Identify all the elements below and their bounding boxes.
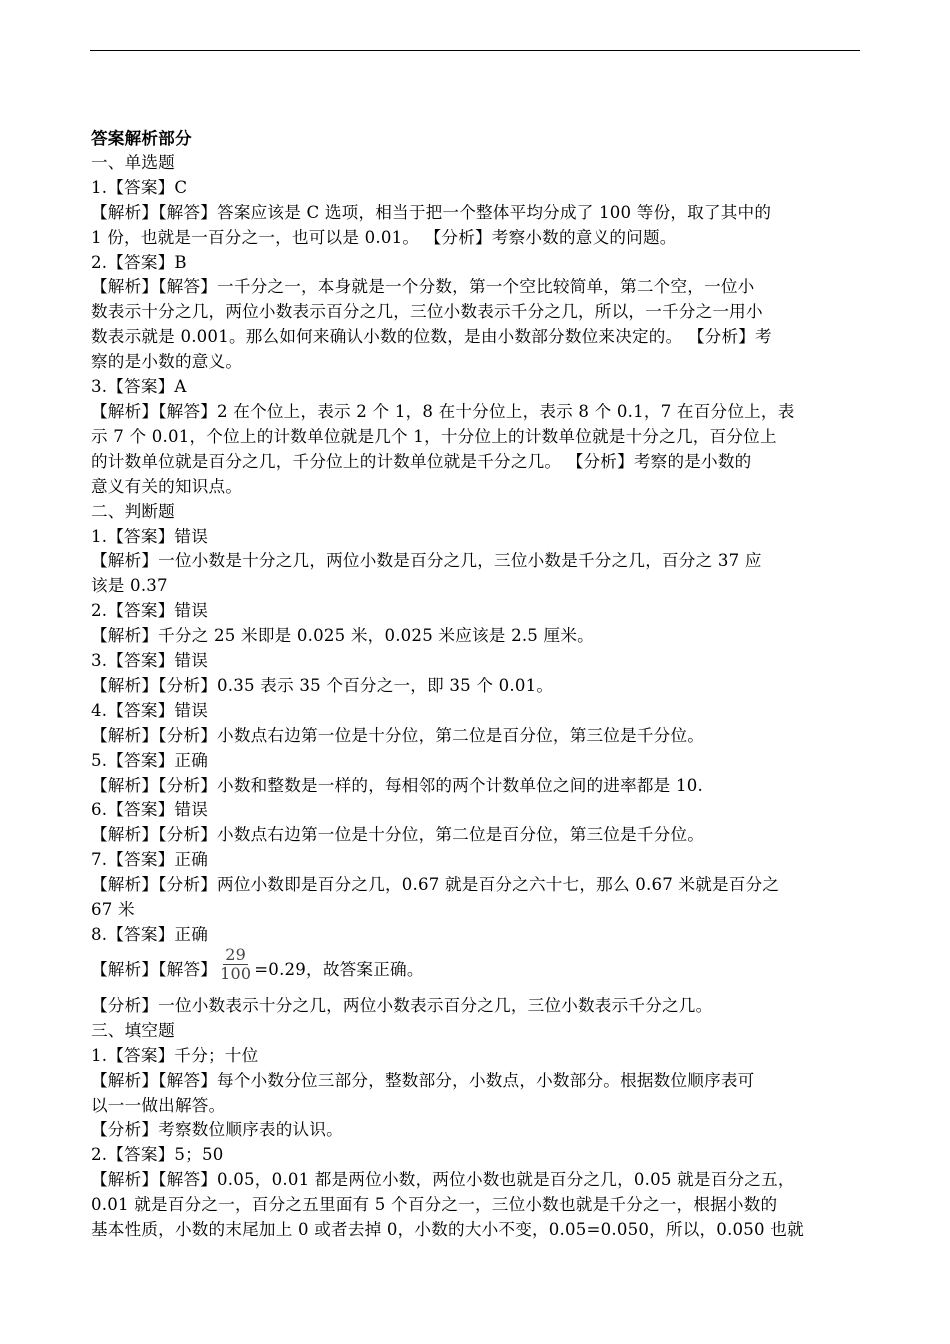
answer-line: 3.【答案】错误 xyxy=(91,651,208,671)
page-title: 答案解析部分 xyxy=(91,128,192,148)
explanation-line: 数表示就是 0.001。那么如何来确认小数的位数，是由小数部分数位来决定的。 【分析】考 xyxy=(91,327,772,347)
answer-line: 2.【答案】错误 xyxy=(91,601,208,621)
answer-line: 2.【答案】B xyxy=(91,252,187,272)
answer-line: 1.【答案】错误 xyxy=(91,526,208,546)
explanation-line: 【解析】【解答】每个小数分位三部分，整数部分，小数点，小数部分。根据数位顺序表可 xyxy=(91,1070,755,1090)
explanation-line: 【解析】一位小数是十分之几，两位小数是百分之几，三位小数是千分之几，百分之 37 应 xyxy=(91,551,762,571)
explanation-line: 【解析】【解答】一千分之一，本身就是一个分数，第一个空比较简单，第二个空，一位小 xyxy=(91,277,755,297)
answer-line: 1.【答案】C xyxy=(91,177,188,197)
explanation-line: 察的是小数的意义。 xyxy=(91,352,243,372)
section-heading: 三、填空题 xyxy=(91,1020,175,1040)
answer-line: 6.【答案】错误 xyxy=(91,800,208,820)
explanation-line: 数表示十分之几，两位小数表示百分之几，三位小数表示千分之几，所以，一千分之一用小 xyxy=(91,302,763,322)
explanation-line: 【解析】【分析】两位小数即是百分之几，0.67 就是百分之六十七，那么 0.67 米就是百分之 xyxy=(91,875,780,895)
explanation-line: 【解析】【分析】小数点右边第一位是十分位，第二位是百分位，第三位是千分位。 xyxy=(91,825,705,845)
answer-content xyxy=(91,126,861,1243)
fraction-numerator: 29 xyxy=(225,945,247,965)
section-heading: 二、判断题 xyxy=(91,501,175,521)
explanation-line: 示 7 个 0.01，个位上的计数单位就是几个 1，十分位上的计数单位就是十分之几，百分位上 xyxy=(91,426,777,446)
fraction xyxy=(218,946,253,983)
fraction-denominator: 100 xyxy=(220,964,252,984)
analysis-line: 【分析】一位小数表示十分之几，两位小数表示百分之几，三位小数表示千分之几。 xyxy=(91,995,713,1015)
analysis-line: 【分析】考察数位顺序表的认识。 xyxy=(91,1120,343,1140)
section-heading: 一、单选题 xyxy=(91,152,175,172)
fraction-explanation-line xyxy=(91,945,861,994)
explanation-suffix: =0.29，故答案正确。 xyxy=(254,960,424,980)
answer-line: 2.【答案】5；50 xyxy=(91,1145,224,1165)
explanation-line: 【解析】【解答】2 在个位上，表示 2 个 1，8 在十分位上，表示 8 个 0.1，7 在百分位上，表 xyxy=(91,401,795,421)
explanation-line: 以一一做出解答。 xyxy=(91,1095,226,1115)
explanation-line: 的计数单位就是百分之几，千分位上的计数单位就是千分之几。 【分析】考察的是小数的 xyxy=(91,451,752,471)
explanation-line: 该是 0.37 xyxy=(91,576,168,596)
explanation-line: 【解析】【解答】0.05，0.01 都是两位小数，两位小数也就是百分之几，0.05 就是百分之五， xyxy=(91,1170,795,1190)
answer-line: 3.【答案】A xyxy=(91,377,187,397)
explanation-line: 【解析】【解答】答案应该是 C 选项，相当于把一个整体平均分成了 100 等份，取了其中的 xyxy=(91,202,772,222)
explanation-prefix: 【解析】【解答】 xyxy=(91,960,218,980)
explanation-line: 【解析】【分析】0.35 表示 35 个百分之一，即 35 个 0.01。 xyxy=(91,675,554,695)
explanation-line: 1 份，也就是一百分之一，也可以是 0.01。 【分析】考察小数的意义的问题。 xyxy=(91,227,677,247)
explanation-line: 【解析】千分之 25 米即是 0.025 米，0.025 米应该是 2.5 厘米。 xyxy=(91,626,594,646)
explanation-line: 【解析】【分析】小数点右边第一位是十分位，第二位是百分位，第三位是千分位。 xyxy=(91,725,705,745)
answer-line: 4.【答案】错误 xyxy=(91,700,208,720)
answer-line: 7.【答案】正确 xyxy=(91,850,208,870)
explanation-line: 【解析】【分析】小数和整数是一样的，每相邻的两个计数单位之间的进率都是 10. xyxy=(91,775,703,795)
explanation-line: 0.01 就是百分之一，百分之五里面有 5 个百分之一，三位小数也就是千分之一，根据小数的 xyxy=(91,1195,778,1215)
explanation-line: 意义有关的知识点。 xyxy=(91,476,243,496)
explanation-line: 67 米 xyxy=(91,900,135,920)
explanation-line: 基本性质，小数的末尾加上 0 或者去掉 0，小数的大小不变，0.05=0.050，所以，0.050 也就 xyxy=(91,1220,804,1240)
header-rule xyxy=(90,50,860,51)
answer-line: 5.【答案】正确 xyxy=(91,750,208,770)
answer-line: 8.【答案】正确 xyxy=(91,925,208,944)
answer-line: 1.【答案】千分；十位 xyxy=(91,1045,259,1065)
